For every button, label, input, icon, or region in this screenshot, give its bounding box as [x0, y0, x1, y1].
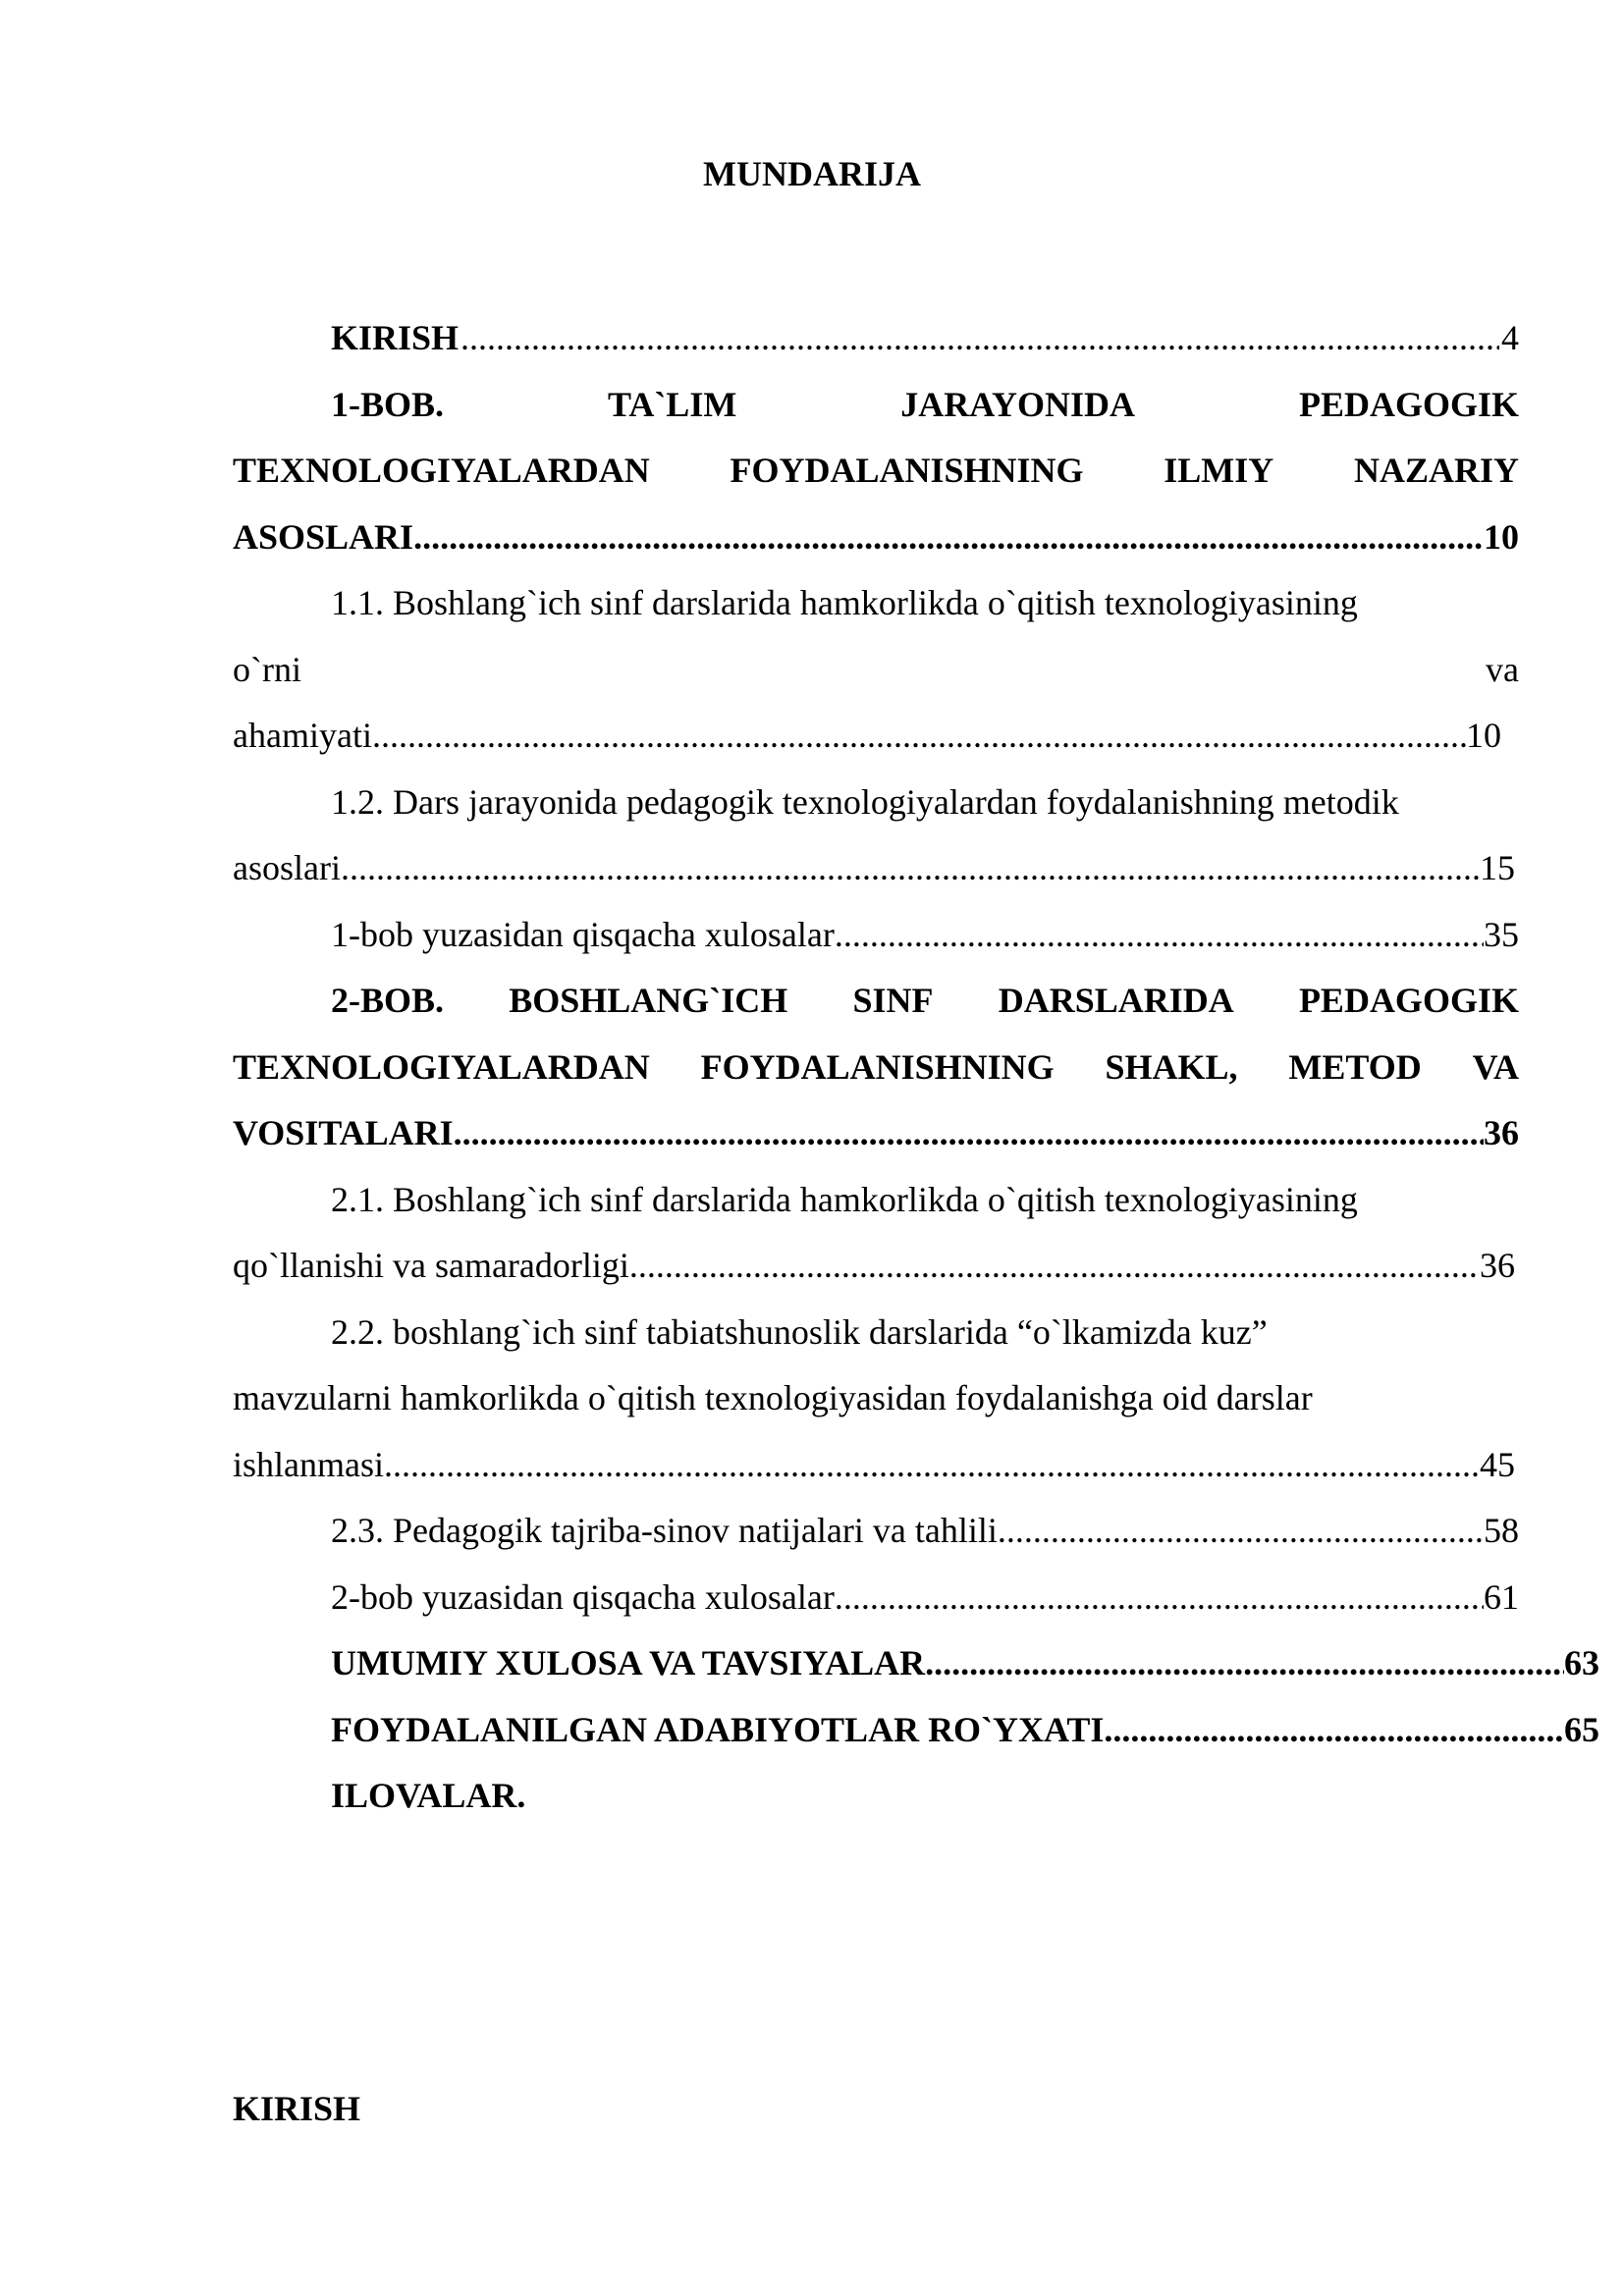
- toc-leader: [998, 1498, 1484, 1565]
- toc-line: [233, 835, 1515, 902]
- toc-word: FOYDALANISHNING: [730, 451, 1084, 490]
- toc-entry-section-1-1[interactable]: [233, 570, 1519, 770]
- toc-word: TEXNOLOGIYALARDAN: [233, 1046, 650, 1087]
- toc-entry-summary-1[interactable]: [233, 902, 1519, 969]
- toc-leader: [372, 703, 1466, 770]
- toc-page-number: 63: [1564, 1643, 1599, 1682]
- toc-entry-section-1-2[interactable]: [233, 770, 1519, 902]
- toc-entry-section-2-2[interactable]: [233, 1300, 1519, 1499]
- toc-page-number: 35: [1484, 914, 1519, 954]
- toc-entry-chapter-1[interactable]: [233, 372, 1519, 571]
- toc-leader: [460, 305, 1499, 372]
- toc-word: DARSLARIDA: [998, 981, 1234, 1020]
- toc-entry-label: UMUMIY XULOSA VA TAVSIYALAR: [331, 1643, 926, 1682]
- toc-entry-references[interactable]: [233, 1697, 1599, 1764]
- toc-entry-label: ASOSLARI: [233, 516, 414, 557]
- toc-line: 2.1. Boshlang`ich sinf darslarida hamkorlikda o`qitish texnologiyasining: [331, 1179, 1358, 1219]
- toc-page-number: 65: [1564, 1709, 1599, 1749]
- toc-page-number: 10: [1466, 716, 1501, 755]
- toc-entry-label: 2.3. Pedagogik tajriba-sinov natijalari va tahlili: [331, 1511, 998, 1550]
- toc-leader: [454, 1100, 1484, 1167]
- toc-word: SHAKL,: [1105, 1046, 1238, 1087]
- toc-entry-label: qo`llanishi va samaradorligi: [233, 1246, 629, 1285]
- toc-word: PEDAGOGIK: [1298, 384, 1519, 424]
- toc-entry-label: FOYDALANILGAN ADABIYOTLAR RO`YXATI: [331, 1709, 1105, 1749]
- toc-word: SINF: [852, 981, 934, 1020]
- table-of-contents: [233, 305, 1599, 1830]
- toc-leader: [341, 835, 1480, 902]
- toc-word: o`rni: [233, 649, 301, 689]
- toc-page-number: 36: [1480, 1246, 1515, 1285]
- toc-word: NAZARIY: [1353, 451, 1519, 490]
- toc-word: 2-BOB.: [331, 981, 445, 1020]
- toc-entry-conclusion[interactable]: [233, 1630, 1599, 1697]
- toc-line: [233, 505, 1519, 571]
- toc-page-number: 45: [1480, 1444, 1515, 1484]
- toc-entry-section-2-3[interactable]: [233, 1498, 1519, 1565]
- toc-page-number: 58: [1484, 1511, 1519, 1550]
- toc-entry-section-2-1[interactable]: [233, 1167, 1519, 1300]
- toc-word: METOD: [1288, 1046, 1422, 1087]
- toc-page-number: 15: [1480, 848, 1515, 887]
- toc-leader: [384, 1432, 1480, 1499]
- toc-entry-label: ILOVALAR.: [331, 1776, 526, 1815]
- toc-line: mavzularni hamkorlikda o`qitish texnologiyasidan foydalanishga oid darslar: [233, 1378, 1313, 1417]
- toc-leader: [835, 902, 1484, 969]
- toc-word: BOSHLANG`ICH: [509, 981, 788, 1020]
- toc-line: [233, 637, 1519, 704]
- toc-line: [233, 1432, 1515, 1499]
- toc-leader: [925, 1630, 1564, 1697]
- toc-page-number: 36: [1484, 1113, 1519, 1152]
- toc-entry-kirish[interactable]: [233, 305, 1519, 372]
- toc-entry-label: ishlanmasi: [233, 1444, 384, 1484]
- toc-entry-appendix[interactable]: [233, 1763, 1519, 1830]
- toc-line: 2.2. boshlang`ich sinf tabiatshunoslik darslarida “o`lkamizda kuz”: [331, 1311, 1268, 1352]
- toc-line: [233, 438, 1519, 505]
- toc-word: TA`LIM: [607, 384, 737, 424]
- toc-word: FOYDALANISHNING: [700, 1046, 1055, 1087]
- toc-leader: [835, 1565, 1484, 1631]
- toc-page-number: 4: [1501, 318, 1519, 357]
- page-title: MUNDARIJA: [703, 154, 921, 193]
- toc-word: va: [1486, 649, 1519, 689]
- toc-word: TEXNOLOGIYALARDAN: [233, 451, 650, 490]
- toc-page-number: 61: [1484, 1576, 1519, 1617]
- toc-line: [233, 1035, 1519, 1101]
- toc-entry-label: KIRISH: [331, 318, 460, 357]
- toc-line: [233, 703, 1501, 770]
- toc-entry-chapter-2[interactable]: [233, 968, 1519, 1167]
- toc-entry-label: 1-bob yuzasidan qisqacha xulosalar: [331, 914, 835, 954]
- toc-leader: [1104, 1697, 1564, 1764]
- toc-entry-label: VOSITALARI: [233, 1113, 454, 1152]
- toc-line: [233, 1233, 1515, 1300]
- toc-word: ILMIY: [1164, 451, 1274, 490]
- toc-word: JARAYONIDA: [900, 384, 1135, 424]
- toc-line: 1.2. Dars jarayonida pedagogik texnologiyalardan foydalanishning metodik: [331, 781, 1399, 822]
- toc-line: [233, 372, 1519, 439]
- toc-word: 1-BOB.: [331, 384, 445, 424]
- toc-entry-summary-2[interactable]: [233, 1565, 1519, 1631]
- toc-entry-label: 2-bob yuzasidan qisqacha xulosalar: [331, 1576, 835, 1617]
- toc-line: 1.1. Boshlang`ich sinf darslarida hamkorlikda o`qitish texnologiyasining: [331, 583, 1358, 622]
- toc-entry-label: ahamiyati: [233, 716, 372, 755]
- toc-word: PEDAGOGIK: [1298, 981, 1519, 1020]
- toc-word: VA: [1472, 1046, 1519, 1087]
- toc-line: [233, 968, 1519, 1035]
- toc-line: [233, 1100, 1519, 1167]
- section-heading-kirish: KIRISH: [233, 2089, 361, 2128]
- toc-entry-label: asoslari: [233, 848, 341, 887]
- toc-leader: [413, 505, 1484, 571]
- toc-leader: [629, 1233, 1480, 1300]
- toc-page-number: 10: [1484, 516, 1519, 557]
